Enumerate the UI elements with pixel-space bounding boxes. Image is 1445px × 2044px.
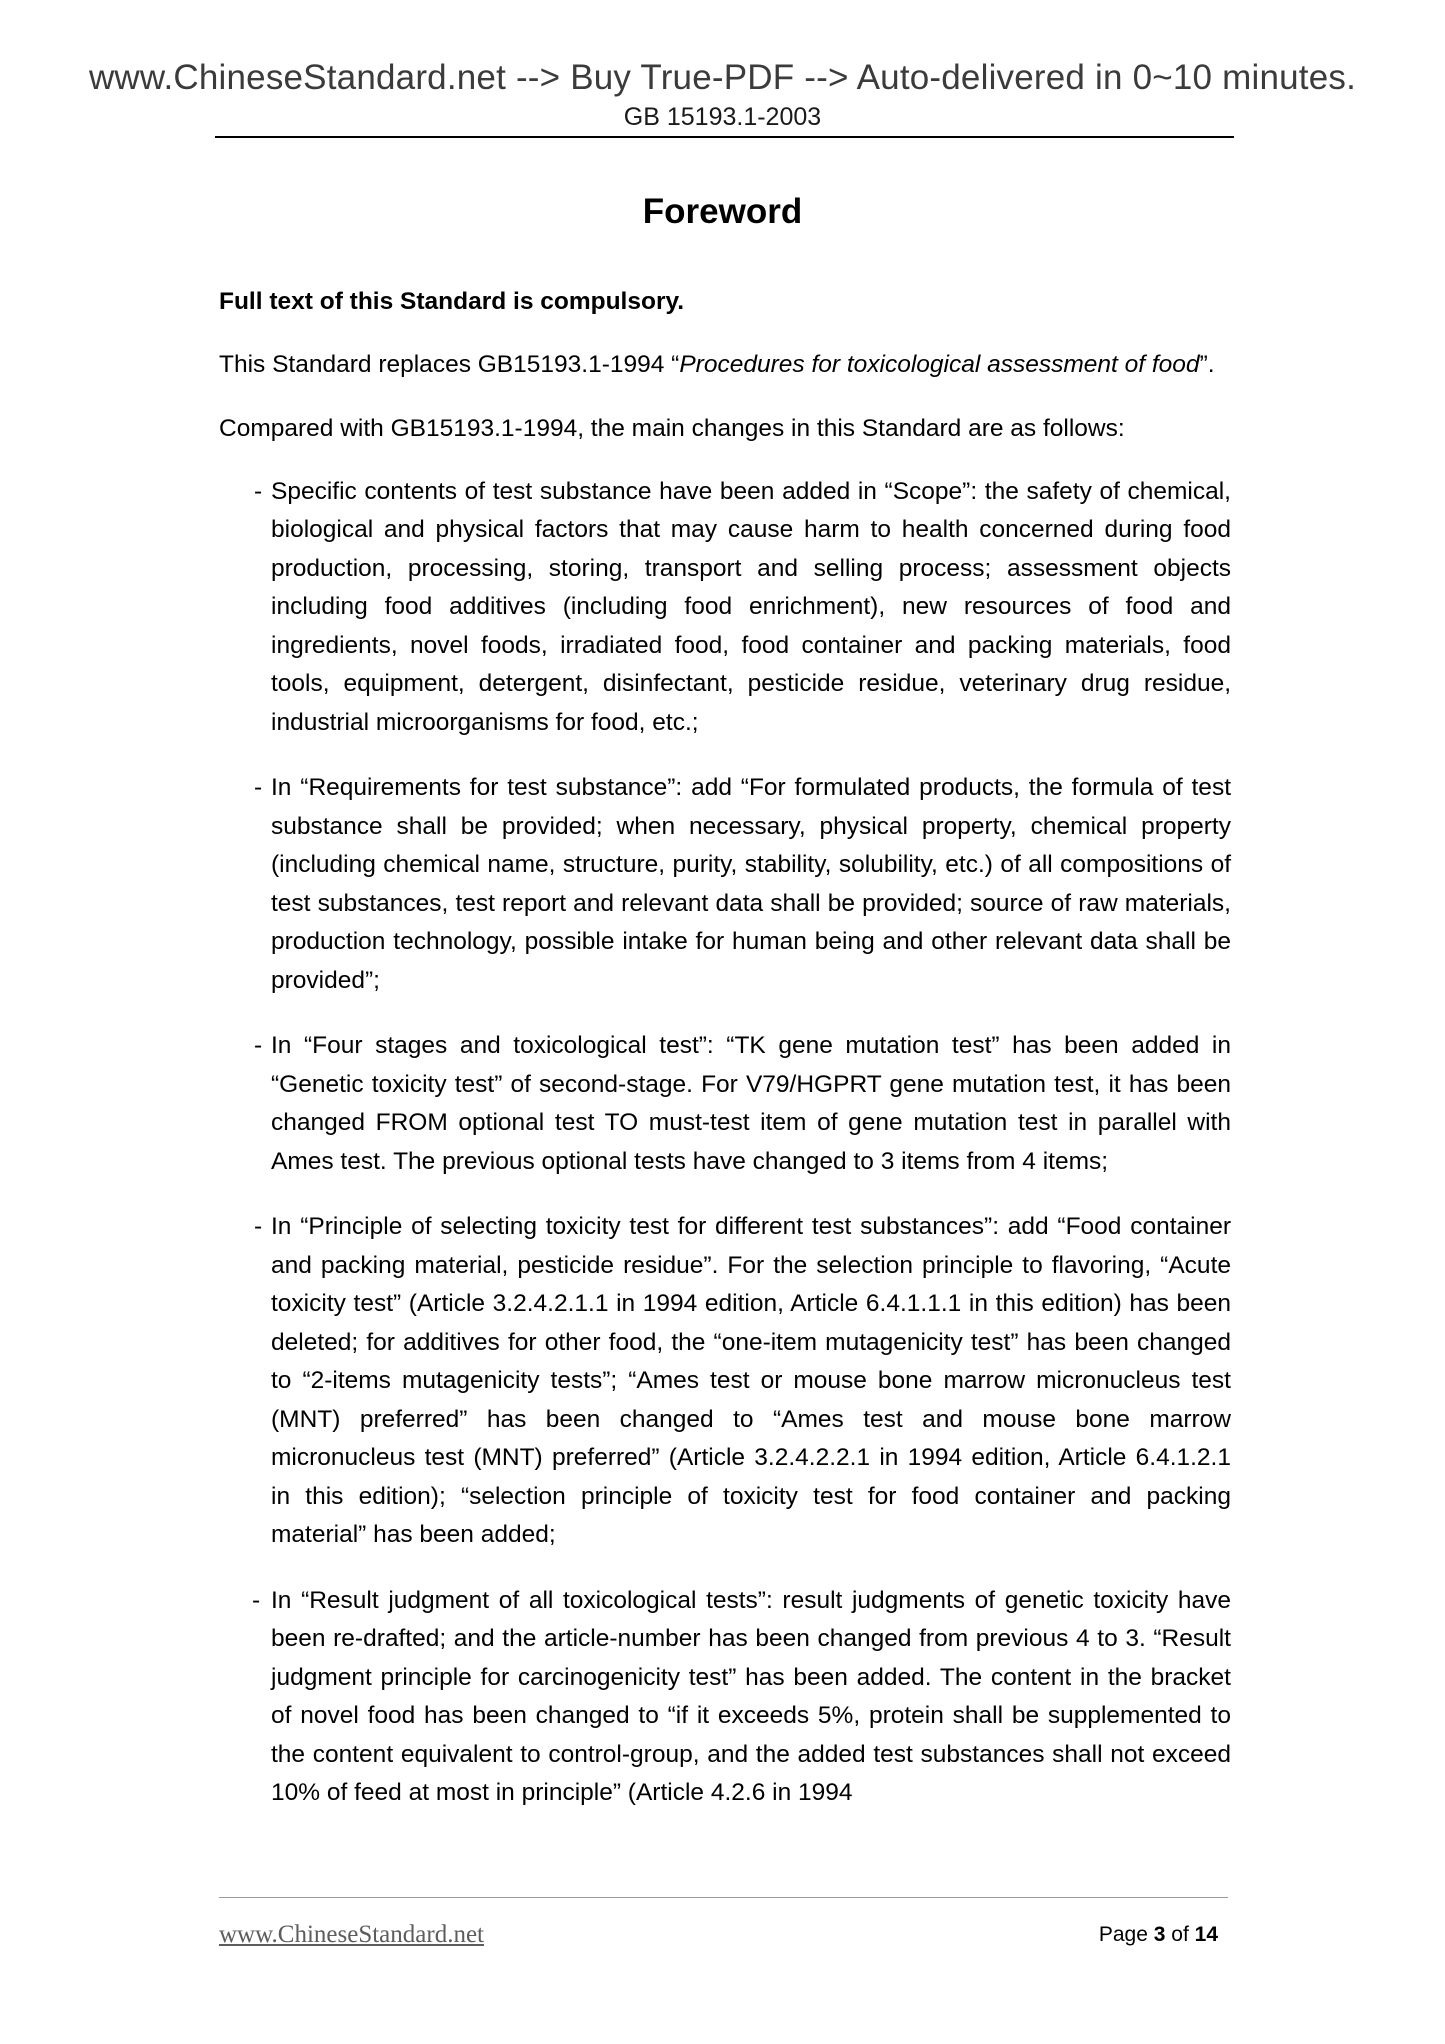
page-current: 3 — [1153, 1923, 1166, 1946]
list-item — [219, 473, 1231, 743]
list-dash: - — [254, 774, 263, 801]
page-total: 14 — [1194, 1923, 1218, 1946]
top-banner: www.ChineseStandard.net --> Buy True-PDF --> Auto-delivered in 0~10 minutes. — [88, 58, 1357, 97]
list-dash: - — [252, 1586, 261, 1614]
page-label: Page — [1098, 1923, 1148, 1946]
list-dash: - — [254, 1213, 263, 1240]
list-item-text: In “Principle of selecting toxicity test for different test substances”: add “Food container and packing material, pesticide residue”. For the selection principle to flavoring, “Acute toxicity test” (Article 3.2.4.2.1.1 in 1994 edition, Article 6.4.1.1.1 in this edition) has been deleted; for additives for other food, the “one-item mutagenicity test” has been changed to “2-items mutagenicity tests”; “Ames test or mouse bone marrow micronucleus test (MNT) preferred” has been changed to “Ames test and mouse bone marrow micronucleus test (MNT) preferred” (Article 3.2.4.2.2.1 in 1994 edition, Article 6.4.1.2.1 in this edition); “selection principle of toxicity test for food container and packing material” has been added; — [271, 1213, 1231, 1548]
document-id: GB 15193.1-2003 — [623, 103, 822, 131]
changes-intro: Compared with GB15193.1-1994, the main changes in this Standard are as follows: — [219, 415, 1125, 442]
list-dash: - — [254, 477, 263, 505]
replaced-standard-title: Procedures for toxicological assessment of food — [679, 350, 1200, 378]
list-item-text: In “Four stages and toxicological test”: “TK gene mutation test” has been added in “Genetic toxicity test” of second-stage. For V79/HGPRT gene mutation test, it has been changed FROM optional test TO must-test item of gene mutation test in parallel with Ames test. The previous optional tests have changed to 3 items from 4 items; — [271, 1032, 1231, 1175]
footer-site-link[interactable]: www.ChineseStandard.net — [219, 1921, 484, 1948]
footer-divider — [219, 1897, 1228, 1898]
list-item — [219, 1027, 1231, 1181]
list-item — [219, 1582, 1231, 1813]
list-item — [219, 769, 1231, 1000]
list-item — [219, 1208, 1231, 1555]
replaces-suffix: ”. — [1199, 350, 1215, 378]
list-item-text: In “Requirements for test substance”: add “For formulated products, the formula of test substance shall be provided; when necessary, physical property, chemical property (including chemical name, structure, purity, stability, solubility, etc.) of all compositions of test substances, test report and relevant data shall be provided; source of raw materials, production technology, possible intake for human being and other relevant data shall be provided”; — [271, 774, 1231, 994]
page-title: Foreword — [642, 192, 803, 231]
header-divider — [215, 136, 1234, 138]
page-of: of — [1171, 1923, 1189, 1946]
page-number — [1099, 1923, 1218, 1947]
list-item-text: Specific contents of test substance have been added in “Scope”: the safety of chemical, biological and physical factors that may cause harm to health concerned during food production, processing, storing, transport and selling process; assessment objects including food additives (including food enrichment), new resources of food and ingredients, novel foods, irradiated food, food container and packing materials, food tools, equipment, detergent, disinfectant, pesticide residue, veterinary drug residue, industrial microorganisms for food, etc.; — [271, 477, 1231, 736]
replaces-prefix: This Standard replaces GB15193.1-1994 “ — [219, 350, 680, 378]
changes-list — [219, 473, 1231, 1813]
list-dash: - — [254, 1032, 263, 1059]
page-body — [219, 283, 1231, 1840]
compulsory-notice: Full text of this Standard is compulsory. — [219, 288, 685, 315]
replaces-paragraph — [219, 346, 1231, 385]
list-item-text: In “Result judgment of all toxicological tests”: result judgments of genetic toxicity have been re-drafted; and the article-number has been changed from previous 4 to 3. “Result judgment principle for carcinogenicity test” has been added. The content in the bracket of novel food has been changed to “if it exceeds 5%, protein shall be supplemented to the content equivalent to control-group, and the added test substances shall not exceed 10% of feed at most in principle” (Article 4.2.6 in 1994 — [271, 1586, 1231, 1806]
